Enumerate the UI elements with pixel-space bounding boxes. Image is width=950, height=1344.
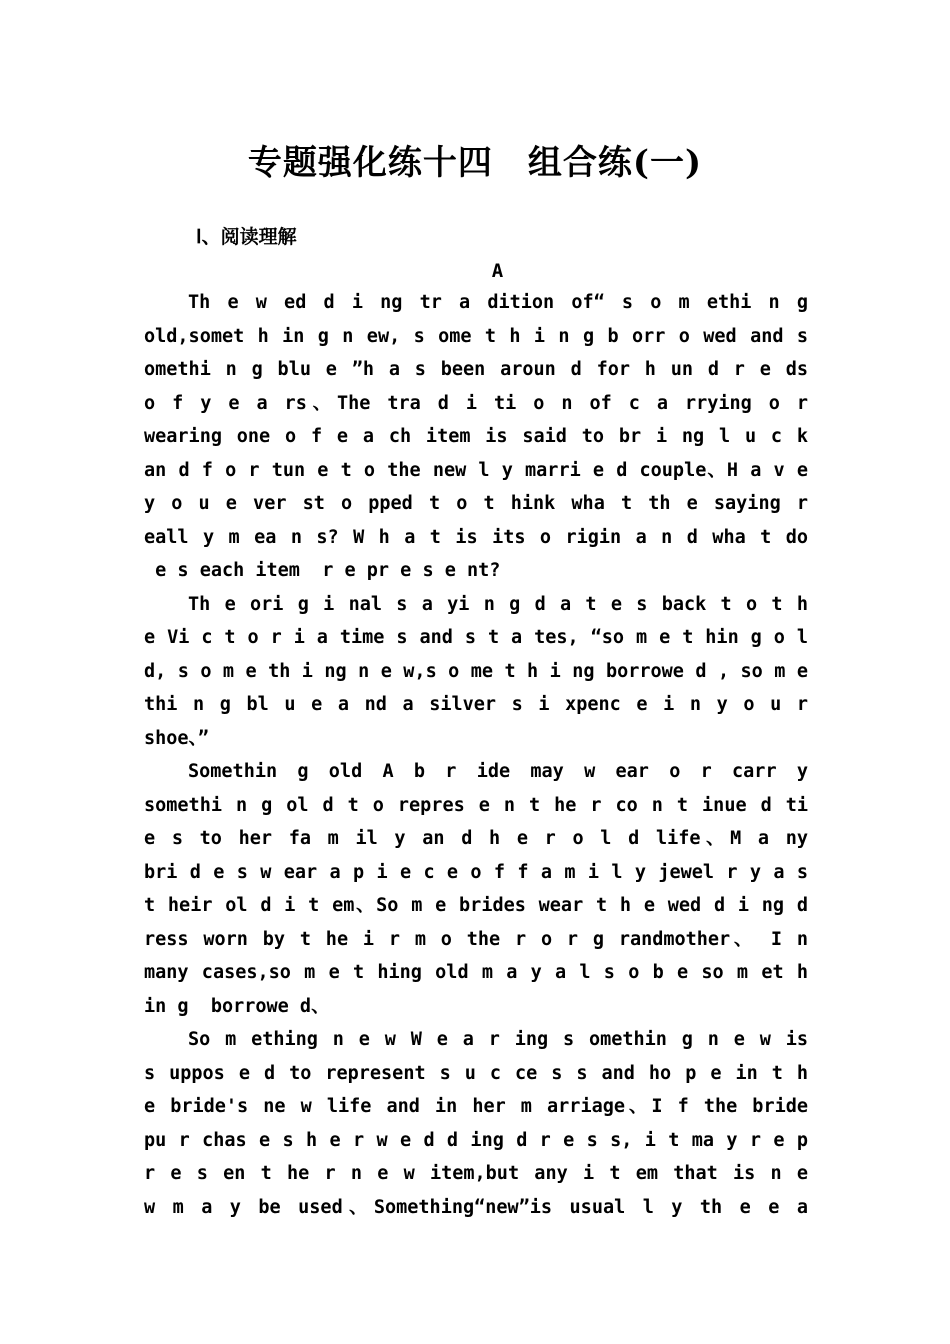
passage-line: somethi n g ol d t o repres e n t he r co n t inue d ti [144, 794, 808, 816]
passage-body [144, 286, 808, 1224]
passage-line: bri d e s w ear a p i e c e o f f a m i l y jewel r y a s [144, 861, 808, 883]
passage-line: e s each item r e pr e s e nt? [144, 560, 501, 581]
passage-line: d, s o m e th i ng n e w,s o me t h i ng borrowe d , so m e [144, 660, 808, 682]
passage-line: eall y m ea n s? W h a t is its o rigin a n d wha t do [144, 526, 808, 548]
passage-line: shoe、” [144, 727, 209, 749]
passage-line: old,somet h in g n ew, s ome t h i n g b orr o wed and s [144, 325, 808, 347]
passage-line: an d f o r tun e t o the new l y marri e d couple、H a v e [144, 459, 808, 481]
passage-line: Somethin g old A b r ide may w ear o r carr y [188, 761, 808, 782]
passage-line: many cases,so m e t hing old m a y a l s o b e so m et h [144, 962, 808, 983]
passage-line: w m a y be used、Something“new”is usual l y th e e a [144, 1196, 808, 1218]
passage-line: e s to her fa m il y an d h e r o l d life、M a ny [144, 828, 808, 849]
page-title: 专题强化练十四 组合练(一) [247, 143, 703, 183]
passage-line: wearing one o f e a ch item is said to br i ng l u c k [144, 426, 808, 447]
passage-line: y o u e ver st o pped t o t hink wha t th e saying r [144, 493, 808, 514]
passage-line: pu r chas e s h e r w e d d ing d r e s s, i t ma y r e p [144, 1129, 808, 1151]
passage-line: omethi n g blu e ”h a s been aroun d for h un d r e ds [144, 359, 808, 380]
passage-line: r e s en t he r n e w item,but any i t em that is n e [144, 1163, 808, 1184]
section-heading: Ⅰ、阅读理解 [196, 226, 297, 248]
passage-line: Th e w ed d i ng tr a dition of“ s o m ethi n g [188, 292, 808, 313]
passage-line: So m ething n e w W e a r ing s omethin g n e w is [188, 1029, 808, 1050]
passage-line: o f y e a rs、The tra d i ti o n of c a rrying o r [144, 392, 808, 414]
passage-line: t heir ol d i t em、So m e brides wear t h e wed d i ng d [144, 895, 808, 916]
passage-line: s uppos e d to represent s u c ce s s and ho p e in t h [144, 1062, 808, 1084]
passage-line: thi n g bl u e a nd a silver s i xpenc e i n y o u r [144, 694, 808, 715]
passage-line: in g borrowe d、 [144, 995, 330, 1017]
passage-line: e bride's ne w life and in her m arriage、I f the bride [144, 1096, 808, 1117]
passage-label: A [491, 260, 504, 282]
passage-line: e Vi c t o r i a time s and s t a tes, “so m e t hin g o l [144, 627, 808, 648]
passage-line: Th e ori g i nal s a yi n g d a t e s back t o t h [188, 593, 808, 615]
passage-line: ress worn by t he i r m o the r o r g randmother、 I n [144, 928, 808, 950]
